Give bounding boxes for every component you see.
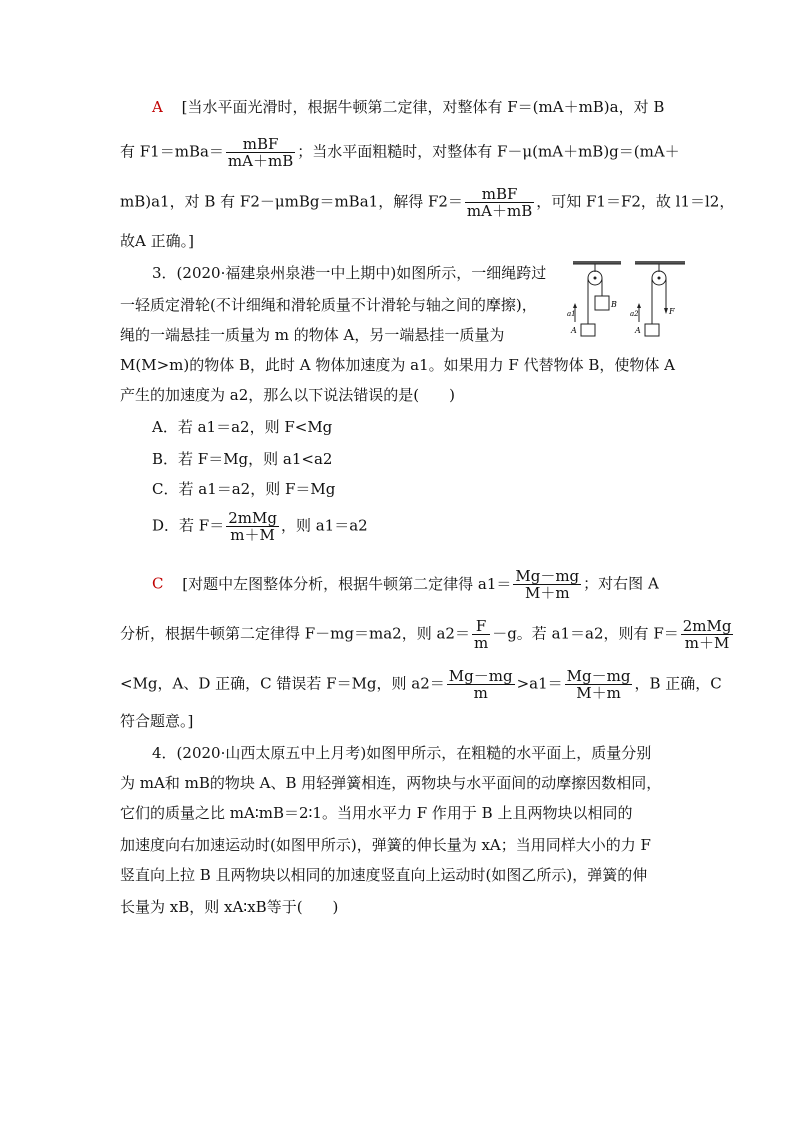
label-a-right: A <box>635 326 641 335</box>
answer-paragraph-1-line-3 <box>120 186 734 219</box>
fraction <box>681 618 734 651</box>
fraction <box>565 668 633 701</box>
fraction-numerator: F <box>472 618 490 635</box>
block-a-right <box>645 324 659 336</box>
label-a1: a1 <box>567 310 576 318</box>
answer-paragraph-1-line-1 <box>152 96 664 118</box>
answer-text: ，B 正确，C <box>634 674 722 693</box>
question-3-stem-line-3: 绳的一端悬挂一质量为 m 的物体 A，另一端悬挂一质量为 <box>120 326 505 344</box>
option-text: ，则 a1＝a2 <box>280 516 368 535</box>
fraction <box>226 136 295 169</box>
answer-text: [当水平面光滑时，根据牛顿第二定律，对整体有 F＝(mA＋mB)a，对 B <box>181 98 665 116</box>
block-a-left <box>581 324 595 336</box>
fraction <box>226 510 279 543</box>
label-a2: a2 <box>630 310 639 318</box>
answer-text: 分析，根据牛顿第二定律得 F－mg＝ma2，则 a2＝ <box>120 624 470 643</box>
fraction-denominator: m <box>473 634 489 652</box>
question-4-line-1: 4．(2020·山西太原五中上月考)如图甲所示，在粗糙的水平面上，质量分别 <box>152 744 652 762</box>
answer-text: 有 F1＝mBa＝ <box>120 142 224 161</box>
answer-paragraph-2-line-2 <box>120 618 735 651</box>
label-b: B <box>611 300 617 309</box>
answer-paragraph-1-line-2 <box>120 136 680 169</box>
fraction-denominator: m＋M <box>230 526 275 544</box>
question-3-option-b: B．若 F＝Mg，则 a1<a2 <box>152 450 333 468</box>
label-a-left: A <box>571 326 577 335</box>
answer-text: －g。若 a1＝a2，则有 F＝ <box>492 624 679 643</box>
answer-text: <Mg，A、D 正确，C 错误若 F＝Mg，则 a2＝ <box>120 674 445 693</box>
question-4-line-3: 它们的质量之比 mA∶mB＝2∶1。当用水平力 F 作用于 B 上且两物块以相同的 <box>120 804 633 822</box>
answer-letter: A <box>152 98 163 116</box>
fraction-denominator: M＋m <box>524 584 570 602</box>
fraction-denominator: M＋m <box>576 684 621 702</box>
fraction <box>447 668 515 701</box>
fraction-numerator: Mg－mg <box>515 567 580 585</box>
fraction-numerator: mBF <box>226 136 295 153</box>
question-4-line-5: 竖直向上拉 B 且两物块以相同的加速度竖直向上运动时(如图乙所示)，弹簧的伸 <box>120 866 648 884</box>
fraction-numerator: Mg－mg <box>566 667 631 685</box>
question-4-line-4: 加速度向右加速运动时(如图甲所示)，弹簧的伸长量为 xA；当用同样大小的力 F <box>120 836 651 854</box>
question-3-option-d <box>152 510 368 543</box>
fraction-numerator: 2mMg <box>228 509 277 527</box>
fraction <box>513 568 581 601</box>
answer-text: ；对右图 A <box>583 574 659 593</box>
question-4-line-2: 为 mA和 mB的物块 A、B 用轻弹簧相连，两物块与水平面间的动摩擦因数相同， <box>120 774 662 792</box>
answer-paragraph-2-line-4: 符合题意。] <box>120 712 194 730</box>
block-b <box>595 296 609 310</box>
question-3-stem-line-4: M(M>m)的物体 B，此时 A 物体加速度为 a1。如果用力 F 代替物体 B，使物体 A <box>120 356 675 374</box>
answer-paragraph-1-line-4 <box>120 230 194 252</box>
question-3-option-a: A．若 a1＝a2，则 F<Mg <box>152 418 333 436</box>
question-4-line-6: 长量为 xB，则 xA∶xB等于( ) <box>120 898 339 916</box>
force-arrow-f <box>664 308 668 314</box>
fraction-denominator: m <box>473 684 488 702</box>
answer-paragraph-2-line-1 <box>152 568 659 601</box>
question-3-stem-line-1: 3．(2020·福建泉州泉港一中上期中)如图所示，一细绳跨过 <box>152 264 547 282</box>
answer-paragraph-2-line-3 <box>120 668 722 701</box>
answer-text: >a1＝ <box>516 674 563 693</box>
pulley-figure <box>565 258 690 343</box>
answer-text: mB)a1，对 B 有 F2－μmBg＝mBa1，解得 F2＝ <box>120 192 463 211</box>
option-text: D．若 F＝ <box>152 516 225 535</box>
answer-text: ，可知 F1＝F2，故 l1＝l2， <box>536 192 735 211</box>
question-3-stem-line-2: 一轻质定滑轮(不计细绳和滑轮质量不计滑轮与轴之间的摩擦)， <box>120 296 537 314</box>
answer-text: 故A 正确。] <box>120 232 194 250</box>
fraction-denominator: mA＋mB <box>227 152 294 170</box>
fraction-denominator: m＋M <box>684 634 730 652</box>
answer-text: [对题中左图整体分析，根据牛顿第二定律得 a1＝ <box>182 574 512 593</box>
fraction-denominator: mA＋mB <box>466 202 533 220</box>
fraction <box>465 186 534 219</box>
label-f: F <box>669 307 675 316</box>
fraction-numerator: Mg－mg <box>448 667 513 685</box>
fraction-numerator: 2mMg <box>682 617 732 635</box>
fraction-numerator: mBF <box>465 186 534 203</box>
question-3-stem-line-5: 产生的加速度为 a2，那么以下说法错误的是( ) <box>120 386 455 404</box>
question-3-option-c: C．若 a1＝a2，则 F＝Mg <box>152 480 336 498</box>
answer-text: ；当水平面粗糙时，对整体有 F－μ(mA＋mB)g＝(mA＋ <box>297 142 680 161</box>
answer-letter: C <box>152 574 164 593</box>
fraction <box>472 618 490 651</box>
